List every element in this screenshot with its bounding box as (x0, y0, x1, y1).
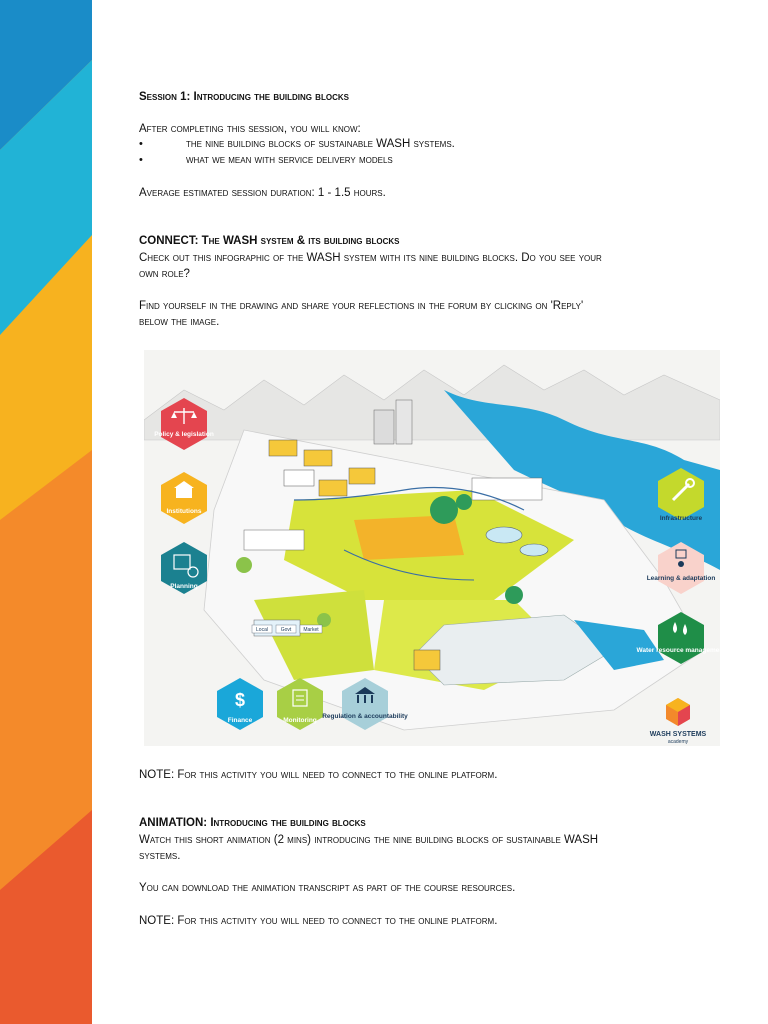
connect-text-line: own role? (139, 268, 190, 280)
session-title: Session 1: Introducing the building blocks (139, 91, 349, 103)
animation-text-line: You can download the animation transcript as part of the course resources. (139, 882, 516, 894)
block-label: Planning (170, 583, 198, 590)
block-label: Regulation & accountability (322, 713, 408, 720)
block-label: Policy & legislation (154, 431, 214, 438)
block-label: Monitoring (283, 717, 317, 724)
animation-heading: ANIMATION: Introducing the building blocks (139, 817, 366, 829)
animation-text-line: Watch this short animation (2 mins) introducing the nine building blocks of sustainable WASH (139, 834, 599, 846)
bullet-list (139, 138, 699, 152)
bullet-dot: • (139, 138, 143, 150)
session-intro: After completing this session, you will know: (139, 123, 361, 135)
connect-heading: CONNECT: The WASH system & its building blocks (139, 235, 400, 247)
block-label: Infrastructure (659, 515, 703, 522)
connect-text-line: Check out this infographic of the WASH system with its nine building blocks. Do you see your (139, 252, 602, 264)
bullet-dot: • (139, 154, 143, 166)
logo-text: WASH SYSTEMS (649, 731, 707, 738)
wash-system-infographic[interactable] (144, 350, 720, 746)
block-label: Learning & adaptation (646, 575, 716, 582)
logo-subtext: academy (667, 739, 689, 745)
connect-text-line: below the image. (139, 316, 220, 328)
dollar-icon: $ (234, 690, 246, 710)
sign-label: Govt (280, 627, 292, 633)
connect-text-line: Find yourself in the drawing and share your reflections in the forum by clicking on 'Reply' (139, 300, 584, 312)
bullet-item: what we mean with service delivery models (186, 154, 393, 166)
block-label: Finance (227, 717, 253, 724)
session-duration: Average estimated session duration: 1 - 1.5 hours. (139, 187, 386, 199)
block-label: Water resource management (636, 647, 720, 654)
note-text: NOTE: For this activity you will need to connect to the online platform. (139, 769, 498, 781)
block-label: Institutions (166, 508, 202, 515)
bullet-list (139, 154, 699, 168)
bullet-item: the nine building blocks of sustainable WASH systems. (186, 138, 455, 150)
note-text: NOTE: For this activity you will need to connect to the online platform. (139, 915, 498, 927)
decorative-side-band (0, 0, 92, 1024)
sign-label: Local (256, 627, 268, 633)
animation-text-line: systems. (139, 850, 181, 862)
sign-label: Market (303, 627, 319, 633)
